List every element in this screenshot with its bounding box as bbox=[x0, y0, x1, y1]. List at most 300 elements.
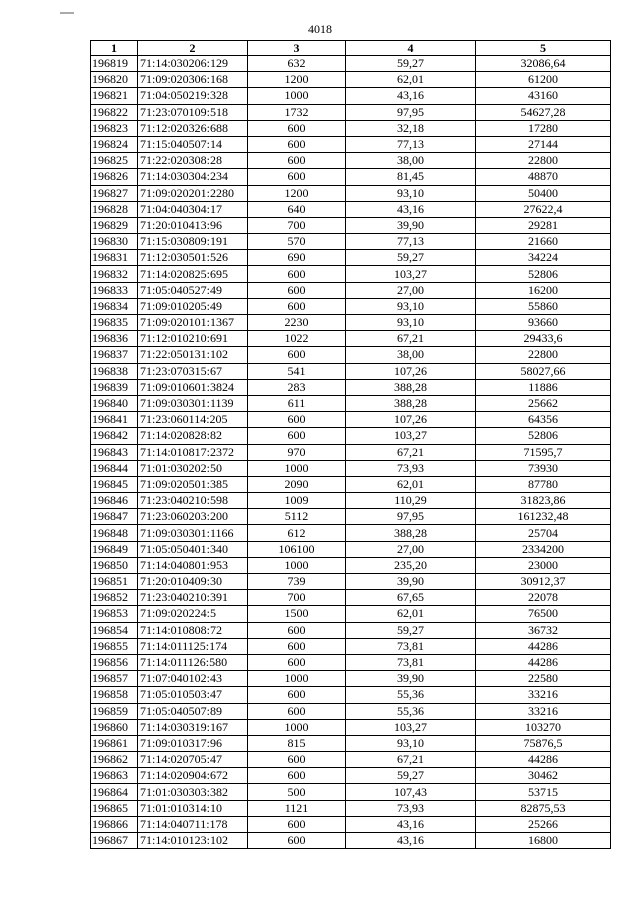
rate-value: 97,95 bbox=[346, 509, 476, 525]
amount-value: 82875,53 bbox=[476, 800, 611, 816]
row-number: 196851 bbox=[91, 574, 138, 590]
amount-value: 36732 bbox=[476, 622, 611, 638]
cadastral-number: 71:07:040102:43 bbox=[138, 671, 248, 687]
cadastral-number: 71:09:020501:385 bbox=[138, 476, 248, 492]
table-row bbox=[91, 136, 611, 152]
row-number: 196840 bbox=[91, 395, 138, 411]
row-number: 196863 bbox=[91, 768, 138, 784]
amount-value: 2334200 bbox=[476, 541, 611, 557]
amount-value: 44286 bbox=[476, 752, 611, 768]
row-number: 196853 bbox=[91, 606, 138, 622]
amount-value: 22078 bbox=[476, 590, 611, 606]
table-row bbox=[91, 201, 611, 217]
row-number: 196865 bbox=[91, 800, 138, 816]
row-number: 196823 bbox=[91, 120, 138, 136]
row-number: 196839 bbox=[91, 379, 138, 395]
cadastral-number: 71:14:030319:167 bbox=[138, 719, 248, 735]
amount-value: 44286 bbox=[476, 638, 611, 654]
row-number: 196848 bbox=[91, 525, 138, 541]
cadastral-number: 71:09:010317:96 bbox=[138, 735, 248, 751]
row-number: 196846 bbox=[91, 493, 138, 509]
cadastral-number: 71:15:030809:191 bbox=[138, 234, 248, 250]
cadastral-number: 71:09:010601:3824 bbox=[138, 379, 248, 395]
column-header-3: 3 bbox=[248, 41, 346, 56]
cadastral-number: 71:14:040711:178 bbox=[138, 816, 248, 832]
area-value: 600 bbox=[248, 833, 346, 849]
row-number: 196834 bbox=[91, 298, 138, 314]
rate-value: 59,27 bbox=[346, 56, 476, 72]
cadastral-number: 71:05:010503:47 bbox=[138, 687, 248, 703]
table-row bbox=[91, 590, 611, 606]
row-number: 196821 bbox=[91, 88, 138, 104]
rate-value: 62,01 bbox=[346, 606, 476, 622]
amount-value: 75876,5 bbox=[476, 735, 611, 751]
table-row bbox=[91, 671, 611, 687]
table-row bbox=[91, 752, 611, 768]
table-row bbox=[91, 282, 611, 298]
cadastral-number: 71:14:030206:129 bbox=[138, 56, 248, 72]
row-number: 196858 bbox=[91, 687, 138, 703]
rate-value: 43,16 bbox=[346, 201, 476, 217]
amount-value: 22800 bbox=[476, 347, 611, 363]
amount-value: 93660 bbox=[476, 315, 611, 331]
rate-value: 55,36 bbox=[346, 687, 476, 703]
amount-value: 31823,86 bbox=[476, 493, 611, 509]
rate-value: 103,27 bbox=[346, 428, 476, 444]
amount-value: 53715 bbox=[476, 784, 611, 800]
cadastral-number: 71:09:030301:1139 bbox=[138, 395, 248, 411]
amount-value: 22580 bbox=[476, 671, 611, 687]
area-value: 970 bbox=[248, 444, 346, 460]
cadastral-number: 71:05:040507:89 bbox=[138, 703, 248, 719]
area-value: 612 bbox=[248, 525, 346, 541]
rate-value: 59,27 bbox=[346, 622, 476, 638]
table-row bbox=[91, 169, 611, 185]
area-value: 600 bbox=[248, 816, 346, 832]
amount-value: 54627,28 bbox=[476, 104, 611, 120]
cadastral-number: 71:09:020101:1367 bbox=[138, 315, 248, 331]
area-value: 640 bbox=[248, 201, 346, 217]
row-number: 196826 bbox=[91, 169, 138, 185]
amount-value: 29281 bbox=[476, 217, 611, 233]
amount-value: 52806 bbox=[476, 428, 611, 444]
rate-value: 32,18 bbox=[346, 120, 476, 136]
row-number: 196854 bbox=[91, 622, 138, 638]
area-value: 600 bbox=[248, 347, 346, 363]
area-value: 600 bbox=[248, 153, 346, 169]
table-row bbox=[91, 703, 611, 719]
rate-value: 93,10 bbox=[346, 298, 476, 314]
area-value: 600 bbox=[248, 412, 346, 428]
amount-value: 43160 bbox=[476, 88, 611, 104]
table-row bbox=[91, 347, 611, 363]
table-row bbox=[91, 88, 611, 104]
rate-value: 93,10 bbox=[346, 185, 476, 201]
area-value: 600 bbox=[248, 266, 346, 282]
area-value: 1000 bbox=[248, 557, 346, 573]
row-number: 196836 bbox=[91, 331, 138, 347]
amount-value: 25662 bbox=[476, 395, 611, 411]
rate-value: 39,90 bbox=[346, 217, 476, 233]
row-number: 196827 bbox=[91, 185, 138, 201]
area-value: 283 bbox=[248, 379, 346, 395]
amount-value: 32086,64 bbox=[476, 56, 611, 72]
amount-value: 58027,66 bbox=[476, 363, 611, 379]
row-number: 196830 bbox=[91, 234, 138, 250]
table-row bbox=[91, 56, 611, 72]
cadastral-number: 71:12:030501:526 bbox=[138, 250, 248, 266]
cadastral-number: 71:20:010413:96 bbox=[138, 217, 248, 233]
table-row bbox=[91, 557, 611, 573]
table-row bbox=[91, 120, 611, 136]
row-number: 196852 bbox=[91, 590, 138, 606]
rate-value: 103,27 bbox=[346, 266, 476, 282]
cadastral-number: 71:14:020904:672 bbox=[138, 768, 248, 784]
table-row bbox=[91, 217, 611, 233]
area-value: 600 bbox=[248, 169, 346, 185]
table-row bbox=[91, 735, 611, 751]
rate-value: 388,28 bbox=[346, 525, 476, 541]
rate-value: 235,20 bbox=[346, 557, 476, 573]
row-number: 196829 bbox=[91, 217, 138, 233]
cadastral-number: 71:04:040304:17 bbox=[138, 201, 248, 217]
cadastral-number: 71:22:050131:102 bbox=[138, 347, 248, 363]
amount-value: 44286 bbox=[476, 654, 611, 670]
amount-value: 22800 bbox=[476, 153, 611, 169]
rate-value: 73,81 bbox=[346, 638, 476, 654]
area-value: 1000 bbox=[248, 671, 346, 687]
area-value: 1000 bbox=[248, 719, 346, 735]
amount-value: 25704 bbox=[476, 525, 611, 541]
amount-value: 11886 bbox=[476, 379, 611, 395]
table-row bbox=[91, 622, 611, 638]
cadastral-number: 71:15:040507:14 bbox=[138, 136, 248, 152]
area-value: 739 bbox=[248, 574, 346, 590]
area-value: 541 bbox=[248, 363, 346, 379]
area-value: 600 bbox=[248, 298, 346, 314]
table-row bbox=[91, 833, 611, 849]
header-row bbox=[91, 41, 611, 56]
rate-value: 38,00 bbox=[346, 347, 476, 363]
table-row bbox=[91, 363, 611, 379]
area-value: 600 bbox=[248, 687, 346, 703]
amount-value: 50400 bbox=[476, 185, 611, 201]
amount-value: 161232,48 bbox=[476, 509, 611, 525]
amount-value: 16200 bbox=[476, 282, 611, 298]
area-value: 5112 bbox=[248, 509, 346, 525]
amount-value: 30912,37 bbox=[476, 574, 611, 590]
cadastral-number: 71:09:010205:49 bbox=[138, 298, 248, 314]
rate-value: 97,95 bbox=[346, 104, 476, 120]
row-number: 196828 bbox=[91, 201, 138, 217]
area-value: 690 bbox=[248, 250, 346, 266]
amount-value: 64356 bbox=[476, 412, 611, 428]
rate-value: 43,16 bbox=[346, 88, 476, 104]
cadastral-number: 71:14:010123:102 bbox=[138, 833, 248, 849]
cadastral-number: 71:04:050219:328 bbox=[138, 88, 248, 104]
row-number: 196831 bbox=[91, 250, 138, 266]
table-row bbox=[91, 638, 611, 654]
row-number: 196824 bbox=[91, 136, 138, 152]
row-number: 196864 bbox=[91, 784, 138, 800]
area-value: 1000 bbox=[248, 88, 346, 104]
rate-value: 38,00 bbox=[346, 153, 476, 169]
table-row bbox=[91, 719, 611, 735]
area-value: 611 bbox=[248, 395, 346, 411]
table-row bbox=[91, 234, 611, 250]
cadastral-number: 71:14:010817:2372 bbox=[138, 444, 248, 460]
row-number: 196838 bbox=[91, 363, 138, 379]
row-number: 196833 bbox=[91, 282, 138, 298]
area-value: 600 bbox=[248, 752, 346, 768]
rate-value: 27,00 bbox=[346, 282, 476, 298]
area-value: 600 bbox=[248, 136, 346, 152]
rate-value: 67,65 bbox=[346, 590, 476, 606]
amount-value: 29433,6 bbox=[476, 331, 611, 347]
rate-value: 107,26 bbox=[346, 363, 476, 379]
area-value: 700 bbox=[248, 590, 346, 606]
table-row bbox=[91, 574, 611, 590]
table-row bbox=[91, 153, 611, 169]
cadastral-number: 71:14:011126:580 bbox=[138, 654, 248, 670]
cadastral-number: 71:09:020306:168 bbox=[138, 72, 248, 88]
column-header-4: 4 bbox=[346, 41, 476, 56]
amount-value: 52806 bbox=[476, 266, 611, 282]
area-value: 2090 bbox=[248, 476, 346, 492]
area-value: 600 bbox=[248, 703, 346, 719]
cadastral-number: 71:23:040210:391 bbox=[138, 590, 248, 606]
cadastral-number: 71:12:010210:691 bbox=[138, 331, 248, 347]
rate-value: 39,90 bbox=[346, 671, 476, 687]
cadastral-number: 71:23:070315:67 bbox=[138, 363, 248, 379]
amount-value: 21660 bbox=[476, 234, 611, 250]
cadastral-number: 71:14:030304:234 bbox=[138, 169, 248, 185]
rate-value: 93,10 bbox=[346, 315, 476, 331]
amount-value: 17280 bbox=[476, 120, 611, 136]
area-value: 600 bbox=[248, 120, 346, 136]
row-number: 196860 bbox=[91, 719, 138, 735]
table-row bbox=[91, 379, 611, 395]
table-row bbox=[91, 606, 611, 622]
rate-value: 67,21 bbox=[346, 752, 476, 768]
row-number: 196832 bbox=[91, 266, 138, 282]
row-number: 196859 bbox=[91, 703, 138, 719]
rate-value: 107,26 bbox=[346, 412, 476, 428]
cadastral-number: 71:05:050401:340 bbox=[138, 541, 248, 557]
cadastral-number: 71:05:040527:49 bbox=[138, 282, 248, 298]
table-row bbox=[91, 493, 611, 509]
amount-value: 87780 bbox=[476, 476, 611, 492]
row-number: 196837 bbox=[91, 347, 138, 363]
rate-value: 67,21 bbox=[346, 444, 476, 460]
area-value: 1022 bbox=[248, 331, 346, 347]
column-header-2: 2 bbox=[138, 41, 248, 56]
area-value: 600 bbox=[248, 638, 346, 654]
column-header-5: 5 bbox=[476, 41, 611, 56]
table-row bbox=[91, 72, 611, 88]
cadastral-number: 71:01:030303:382 bbox=[138, 784, 248, 800]
area-value: 500 bbox=[248, 784, 346, 800]
table-row bbox=[91, 250, 611, 266]
area-value: 1500 bbox=[248, 606, 346, 622]
table-row bbox=[91, 331, 611, 347]
amount-value: 27144 bbox=[476, 136, 611, 152]
rate-value: 67,21 bbox=[346, 331, 476, 347]
amount-value: 55860 bbox=[476, 298, 611, 314]
cadastral-number: 71:09:020201:2280 bbox=[138, 185, 248, 201]
cadastral-number: 71:23:040210:598 bbox=[138, 493, 248, 509]
table-row bbox=[91, 185, 611, 201]
rate-value: 77,13 bbox=[346, 136, 476, 152]
table-row bbox=[91, 315, 611, 331]
row-number: 196841 bbox=[91, 412, 138, 428]
row-number: 196856 bbox=[91, 654, 138, 670]
row-number: 196867 bbox=[91, 833, 138, 849]
table-row bbox=[91, 266, 611, 282]
cadastral-number: 71:22:020308:28 bbox=[138, 153, 248, 169]
amount-value: 73930 bbox=[476, 460, 611, 476]
row-number: 196849 bbox=[91, 541, 138, 557]
amount-value: 61200 bbox=[476, 72, 611, 88]
cadastral-number: 71:01:030202:50 bbox=[138, 460, 248, 476]
area-value: 1121 bbox=[248, 800, 346, 816]
area-value: 632 bbox=[248, 56, 346, 72]
row-number: 196842 bbox=[91, 428, 138, 444]
row-number: 196857 bbox=[91, 671, 138, 687]
table-row bbox=[91, 509, 611, 525]
area-value: 1009 bbox=[248, 493, 346, 509]
table-row bbox=[91, 541, 611, 557]
rate-value: 55,36 bbox=[346, 703, 476, 719]
row-number: 196866 bbox=[91, 816, 138, 832]
data-table bbox=[90, 40, 611, 849]
rate-value: 73,81 bbox=[346, 654, 476, 670]
amount-value: 16800 bbox=[476, 833, 611, 849]
row-number: 196844 bbox=[91, 460, 138, 476]
table-row bbox=[91, 654, 611, 670]
row-number: 196845 bbox=[91, 476, 138, 492]
amount-value: 27622,4 bbox=[476, 201, 611, 217]
table-row bbox=[91, 476, 611, 492]
cadastral-number: 71:20:010409:30 bbox=[138, 574, 248, 590]
rate-value: 93,10 bbox=[346, 735, 476, 751]
cadastral-number: 71:09:030301:1166 bbox=[138, 525, 248, 541]
row-number: 196843 bbox=[91, 444, 138, 460]
area-value: 1200 bbox=[248, 185, 346, 201]
table-row bbox=[91, 104, 611, 120]
cadastral-number: 71:14:020828:82 bbox=[138, 428, 248, 444]
amount-value: 33216 bbox=[476, 687, 611, 703]
area-value: 1732 bbox=[248, 104, 346, 120]
area-value: 2230 bbox=[248, 315, 346, 331]
rate-value: 43,16 bbox=[346, 816, 476, 832]
row-number: 196835 bbox=[91, 315, 138, 331]
rate-value: 59,27 bbox=[346, 768, 476, 784]
amount-value: 25266 bbox=[476, 816, 611, 832]
row-number: 196861 bbox=[91, 735, 138, 751]
row-number: 196822 bbox=[91, 104, 138, 120]
amount-value: 71595,7 bbox=[476, 444, 611, 460]
table-row bbox=[91, 444, 611, 460]
amount-value: 30462 bbox=[476, 768, 611, 784]
rate-value: 27,00 bbox=[346, 541, 476, 557]
table-row bbox=[91, 395, 611, 411]
amount-value: 48870 bbox=[476, 169, 611, 185]
rate-value: 388,28 bbox=[346, 395, 476, 411]
scan-artifact-mark bbox=[60, 12, 74, 14]
rate-value: 110,29 bbox=[346, 493, 476, 509]
amount-value: 103270 bbox=[476, 719, 611, 735]
rate-value: 43,16 bbox=[346, 833, 476, 849]
cadastral-number: 71:23:070109:518 bbox=[138, 104, 248, 120]
rate-value: 39,90 bbox=[346, 574, 476, 590]
table-row bbox=[91, 687, 611, 703]
table-row bbox=[91, 816, 611, 832]
cadastral-number: 71:12:020326:688 bbox=[138, 120, 248, 136]
cadastral-number: 71:14:020825:695 bbox=[138, 266, 248, 282]
rate-value: 59,27 bbox=[346, 250, 476, 266]
column-header-1: 1 bbox=[91, 41, 138, 56]
rate-value: 62,01 bbox=[346, 476, 476, 492]
cadastral-number: 71:01:010314:10 bbox=[138, 800, 248, 816]
amount-value: 34224 bbox=[476, 250, 611, 266]
page-number: 4018 bbox=[308, 22, 332, 36]
row-number: 196819 bbox=[91, 56, 138, 72]
rate-value: 81,45 bbox=[346, 169, 476, 185]
table-row bbox=[91, 412, 611, 428]
amount-value: 23000 bbox=[476, 557, 611, 573]
row-number: 196862 bbox=[91, 752, 138, 768]
cadastral-number: 71:09:020224:5 bbox=[138, 606, 248, 622]
area-value: 106100 bbox=[248, 541, 346, 557]
table-row bbox=[91, 428, 611, 444]
area-value: 600 bbox=[248, 654, 346, 670]
table-row bbox=[91, 768, 611, 784]
cadastral-number: 71:14:010808:72 bbox=[138, 622, 248, 638]
cadastral-number: 71:14:020705:47 bbox=[138, 752, 248, 768]
cadastral-number: 71:23:060203:200 bbox=[138, 509, 248, 525]
rate-value: 77,13 bbox=[346, 234, 476, 250]
area-value: 600 bbox=[248, 622, 346, 638]
rate-value: 388,28 bbox=[346, 379, 476, 395]
table-row bbox=[91, 460, 611, 476]
table-row bbox=[91, 800, 611, 816]
area-value: 600 bbox=[248, 282, 346, 298]
row-number: 196855 bbox=[91, 638, 138, 654]
row-number: 196850 bbox=[91, 557, 138, 573]
rate-value: 73,93 bbox=[346, 800, 476, 816]
area-value: 1000 bbox=[248, 460, 346, 476]
amount-value: 76500 bbox=[476, 606, 611, 622]
area-value: 600 bbox=[248, 428, 346, 444]
table-row bbox=[91, 784, 611, 800]
area-value: 1200 bbox=[248, 72, 346, 88]
row-number: 196825 bbox=[91, 153, 138, 169]
rate-value: 103,27 bbox=[346, 719, 476, 735]
row-number: 196847 bbox=[91, 509, 138, 525]
area-value: 700 bbox=[248, 217, 346, 233]
area-value: 570 bbox=[248, 234, 346, 250]
area-value: 600 bbox=[248, 768, 346, 784]
cadastral-number: 71:23:060114:205 bbox=[138, 412, 248, 428]
cadastral-number: 71:14:040801:953 bbox=[138, 557, 248, 573]
table-row bbox=[91, 525, 611, 541]
row-number: 196820 bbox=[91, 72, 138, 88]
rate-value: 107,43 bbox=[346, 784, 476, 800]
rate-value: 73,93 bbox=[346, 460, 476, 476]
area-value: 815 bbox=[248, 735, 346, 751]
amount-value: 33216 bbox=[476, 703, 611, 719]
